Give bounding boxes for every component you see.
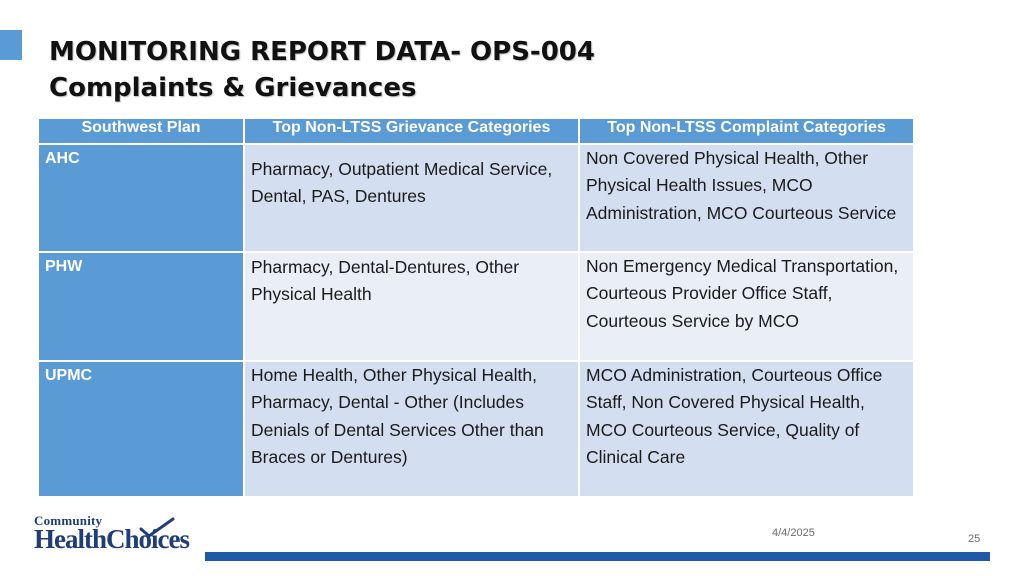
grievance-text: Pharmacy, Outpatient Medical Service, Dental, PAS, Dentures	[251, 159, 553, 207]
header-complaint-categories: Top Non-LTSS Complaint Categories	[579, 118, 914, 144]
checkmark-icon	[139, 517, 175, 539]
grievance-cell	[244, 144, 579, 252]
monitoring-table	[37, 117, 915, 498]
header-southwest-plan: Southwest Plan	[38, 118, 244, 144]
title-line-2: Complaints & Grievances	[49, 73, 417, 103]
grievance-cell	[244, 252, 579, 361]
table-header-row	[38, 118, 914, 144]
title-line-1: MONITORING REPORT DATA- OPS-004	[49, 37, 595, 67]
logo-healthchoices-text: HealthChoices	[34, 524, 189, 554]
accent-square	[0, 30, 22, 60]
complaint-cell: Non Covered Physical Health, Other Physical Health Issues, MCO Administration, MCO Courteous Service	[579, 144, 914, 252]
grievance-text: Pharmacy, Dental-Dentures, Other Physical Health	[251, 257, 520, 305]
community-healthchoices-logo	[34, 513, 199, 563]
complaint-cell: Non Emergency Medical Transportation, Courteous Provider Office Staff, Courteous Service by MCO	[579, 252, 914, 361]
table-row	[38, 144, 914, 252]
page-title	[49, 34, 595, 106]
logo-community-text: Community	[34, 513, 103, 528]
footer-bar	[205, 552, 990, 561]
table-row	[38, 361, 914, 497]
slide-date: 4/4/2025	[772, 527, 815, 539]
plan-cell: UPMC	[38, 361, 244, 497]
plan-cell: PHW	[38, 252, 244, 361]
page-number: 25	[968, 533, 981, 545]
plan-cell: AHC	[38, 144, 244, 252]
table-row	[38, 252, 914, 361]
grievance-cell: Home Health, Other Physical Health, Pharmacy, Dental - Other (Includes Denials of Dental Services Other than Braces or Dentures)	[244, 361, 579, 497]
complaint-cell: MCO Administration, Courteous Office Staff, Non Covered Physical Health, MCO Courteous Service, Quality of Clinical Care	[579, 361, 914, 497]
header-grievance-categories: Top Non-LTSS Grievance Categories	[244, 118, 579, 144]
